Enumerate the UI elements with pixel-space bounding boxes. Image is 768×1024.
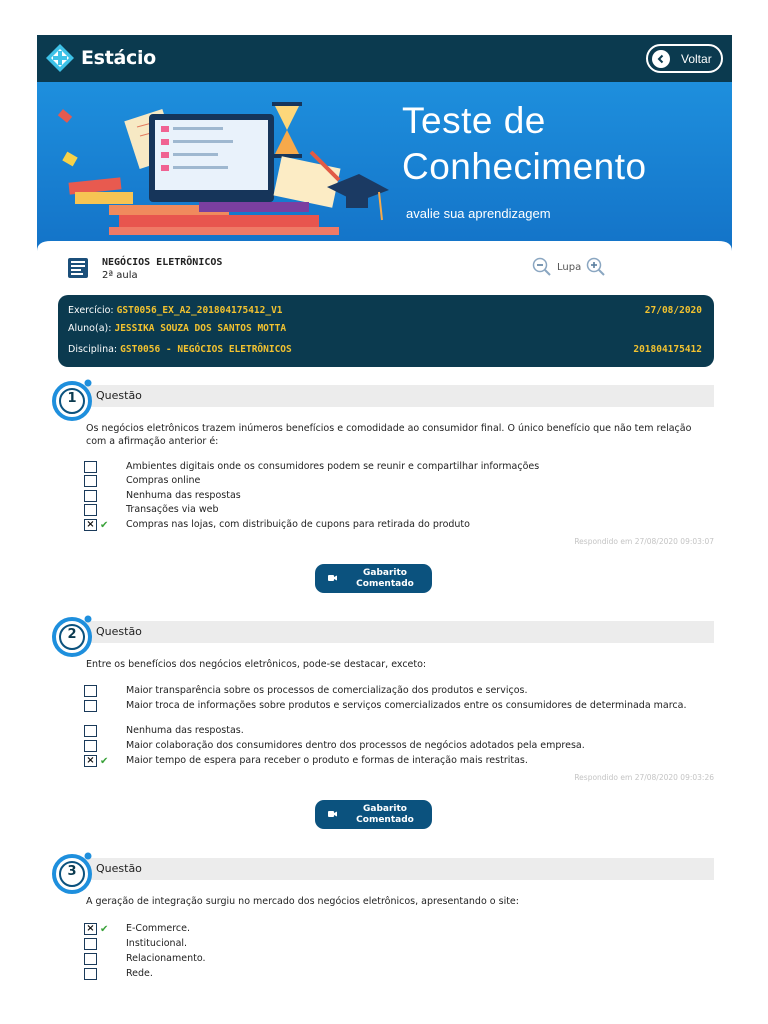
exercise-value: GST0056_EX_A2_201804175412_V1: [116, 305, 283, 316]
course-row: [67, 257, 707, 295]
logo: [45, 43, 156, 73]
brand-name: Estácio: [81, 47, 156, 69]
question-number: 1: [67, 391, 77, 406]
zoom-out-icon[interactable]: [532, 257, 552, 277]
option-checkbox[interactable]: [84, 968, 97, 980]
document-icon: [67, 257, 89, 279]
option-checkbox[interactable]: [84, 740, 97, 752]
question-title: Questão: [96, 389, 142, 402]
back-arrow-icon: [652, 50, 670, 68]
top-bar: [37, 35, 732, 82]
option-text: Nenhuma das respostas.: [126, 725, 244, 736]
banner: [37, 82, 732, 257]
student-label: Aluno(a):: [68, 323, 112, 334]
banner-title-line1: Teste de: [402, 100, 546, 141]
option-text: Maior troca de informações sobre produtos e serviços comercializados entre os consumidores de determinada marca.: [126, 700, 687, 711]
banner-subtitle: avalie sua aprendizagem: [406, 206, 551, 221]
option-text: Institucional.: [126, 938, 188, 949]
question-title: Questão: [96, 862, 142, 875]
answered-timestamp: Respondido em 27/08/2020 09:03:26: [574, 773, 714, 782]
video-camera-icon: [328, 810, 337, 818]
exercise-label: Exercício:: [68, 305, 114, 316]
estacio-logo-icon: [45, 43, 75, 73]
correct-check-icon: ✔: [100, 756, 109, 767]
video-camera-icon: [328, 574, 337, 582]
option-text: Maior transparência sobre os processos de comercialização dos produtos e serviços.: [126, 685, 528, 696]
option-checkbox[interactable]: [84, 504, 97, 516]
discipline-value: GST0056 - NEGÓCIOS ELETRÔNICOS: [120, 344, 292, 355]
option-checkbox[interactable]: [84, 461, 97, 473]
course-name: NEGÓCIOS ELETRÔNICOS: [102, 257, 223, 268]
back-button-label: Voltar: [681, 51, 712, 66]
question-text: A geração de integração surgiu no mercado dos negócios eletrônicos, apresentando o site:: [86, 896, 519, 907]
option-checkbox[interactable]: [84, 953, 97, 965]
option-text: Compras nas lojas, com distribuição de cupons para retirada do produto: [126, 519, 470, 530]
option-text: Maior tempo de espera para receber o produto e formas de interação mais restritas.: [126, 755, 528, 766]
option-text: Transações via web: [126, 504, 219, 515]
student-row: [68, 323, 702, 334]
option-text: E-Commerce.: [126, 923, 191, 934]
option-checkbox[interactable]: [84, 938, 97, 950]
option-text: Ambientes digitais onde os consumidores podem se reunir e compartilhar informações: [126, 461, 540, 472]
question-header-bar: [70, 385, 714, 407]
option-checkbox-checked[interactable]: ×: [84, 519, 97, 531]
discipline-row: [68, 344, 702, 355]
option-text: Compras online: [126, 475, 201, 486]
question-header-bar: [70, 858, 714, 880]
zoom-label: Lupa: [557, 261, 582, 273]
registration-number: 201804175412: [633, 344, 702, 355]
study-illustration-icon: [49, 92, 389, 237]
discipline-label: Disciplina:: [68, 344, 118, 355]
option-checkbox[interactable]: [84, 490, 97, 502]
option-text: Maior colaboração dos consumidores dentro dos processos de negócios adotados pela empresa.: [126, 740, 585, 751]
exercise-info-box: [58, 295, 714, 367]
gabarito-comentado-button[interactable]: [315, 800, 432, 829]
gabarito-button-label: Gabarito Comentado: [356, 804, 414, 825]
option-checkbox-checked[interactable]: ×: [84, 923, 97, 935]
page: [37, 35, 732, 1024]
option-checkbox-checked[interactable]: ×: [84, 755, 97, 767]
question-number: 3: [67, 864, 77, 879]
banner-title-line2: Conhecimento: [402, 146, 647, 187]
option-text: Nenhuma das respostas: [126, 490, 241, 501]
option-checkbox[interactable]: [84, 700, 97, 712]
question-header-bar: [70, 621, 714, 643]
banner-bottom-curve: [37, 237, 732, 257]
option-checkbox[interactable]: [84, 685, 97, 697]
gabarito-button-label: Gabarito Comentado: [356, 568, 414, 589]
option-text: Rede.: [126, 968, 153, 979]
banner-title: [402, 98, 647, 190]
question-title: Questão: [96, 625, 142, 638]
option-checkbox[interactable]: [84, 475, 97, 487]
question-text: Entre os benefícios dos negócios eletrônicos, pode-se destacar, exceto:: [86, 659, 427, 670]
exercise-row: [68, 305, 702, 316]
correct-check-icon: ✔: [100, 520, 109, 531]
option-text: Relacionamento.: [126, 953, 206, 964]
exercise-date: 27/08/2020: [644, 305, 702, 316]
question-text: Os negócios eletrônicos trazem inúmeros benefícios e comodidade ao consumidor final. O único benefício que não tem relação com a afirmação anterior é:: [86, 423, 692, 447]
answered-timestamp: Respondido em 27/08/2020 09:03:07: [574, 537, 714, 546]
zoom-in-icon[interactable]: [586, 257, 606, 277]
correct-check-icon: ✔: [100, 924, 109, 935]
zoom-controls: [532, 257, 606, 277]
gabarito-comentado-button[interactable]: [315, 564, 432, 593]
back-button[interactable]: [646, 44, 723, 73]
option-checkbox[interactable]: [84, 725, 97, 737]
student-value: JESSIKA SOUZA DOS SANTOS MOTTA: [114, 323, 287, 334]
course-lesson: 2ª aula: [102, 270, 138, 281]
question-number: 2: [67, 627, 77, 642]
